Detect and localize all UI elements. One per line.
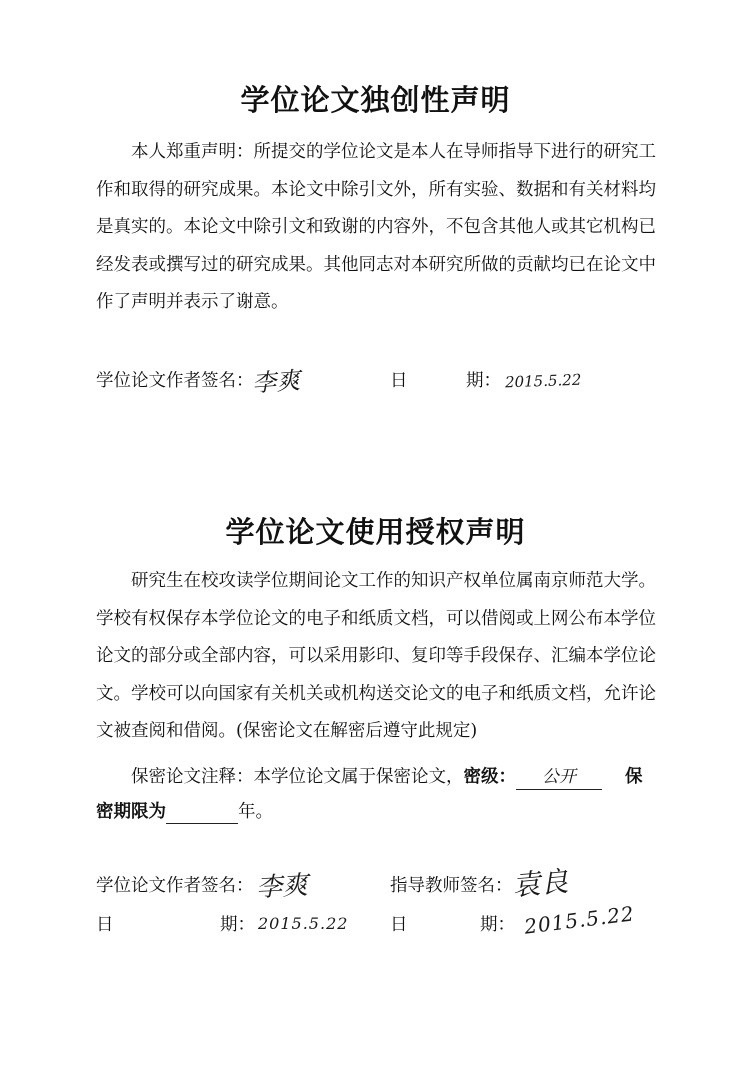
secrecy-level-label: 密级：	[463, 767, 516, 787]
authorization-author-label: 学位论文作者签名：	[96, 876, 254, 896]
secrecy-term-value	[166, 803, 238, 824]
secrecy-term-suffix: 年。	[238, 802, 273, 822]
authorization-date-label-2: 期：	[220, 915, 255, 935]
advisor-label: 指导教师签名：	[390, 876, 513, 896]
secrecy-prefix: 保密论文注释：本学位论文属于保密论文，	[131, 767, 464, 787]
advisor-date-label-1: 日	[390, 915, 408, 935]
originality-author-label: 学位论文作者签名：	[96, 371, 254, 391]
secrecy-term	[96, 800, 273, 824]
secrecy-note	[131, 765, 602, 790]
originality-date-value: 2015.5.22	[504, 370, 582, 392]
advisor-signature: 袁良	[510, 864, 570, 903]
originality-date-label-1: 日	[390, 371, 408, 391]
advisor-date-value: 2015.5.22	[522, 901, 636, 939]
secrecy-term-label-b: 密期限为	[96, 802, 166, 822]
authorization-author-signature: 李爽	[255, 870, 309, 904]
advisor-date-label-2: 期：	[480, 915, 515, 935]
authorization-date-label-1: 日	[96, 915, 114, 935]
authorization-paragraph: 研究生在校攻读学位期间论文工作的知识产权单位属南京师范大学。学校有权保存本学位论文的电子和纸质文档，可以借阅或上网公布本学位论文的部分或全部内容，可以采用影印、复印等手段保存、汇编本学位论文。学校可以向国家有关机关或机构送交论文的电子和纸质文档，允许论文被查阅和借阅。(保密论文在解密后遵守此规定)	[96, 571, 656, 741]
originality-paragraph: 本人郑重声明：所提交的学位论文是本人在导师指导下进行的研究工作和取得的研究成果。本论文中除引文外，所有实验、数据和有关材料均是真实的。本论文中除引文和致谢的内容外，不包含其他人或其它机构已经发表或撰写过的研究成果。其他同志对本研究所做的贡献均已在论文中作了声明并表示了谢意。	[96, 142, 656, 312]
secrecy-level-value: 公开	[516, 765, 602, 790]
authorization-title: 学位论文使用授权声明	[225, 515, 526, 549]
originality-author-signature: 李爽	[251, 366, 302, 398]
secrecy-term-label-a: 保	[625, 767, 643, 787]
originality-date-label-2: 期：	[466, 371, 501, 391]
author-date-value: 2015.5.22	[258, 914, 349, 933]
originality-title: 学位论文独创性声明	[240, 83, 511, 117]
